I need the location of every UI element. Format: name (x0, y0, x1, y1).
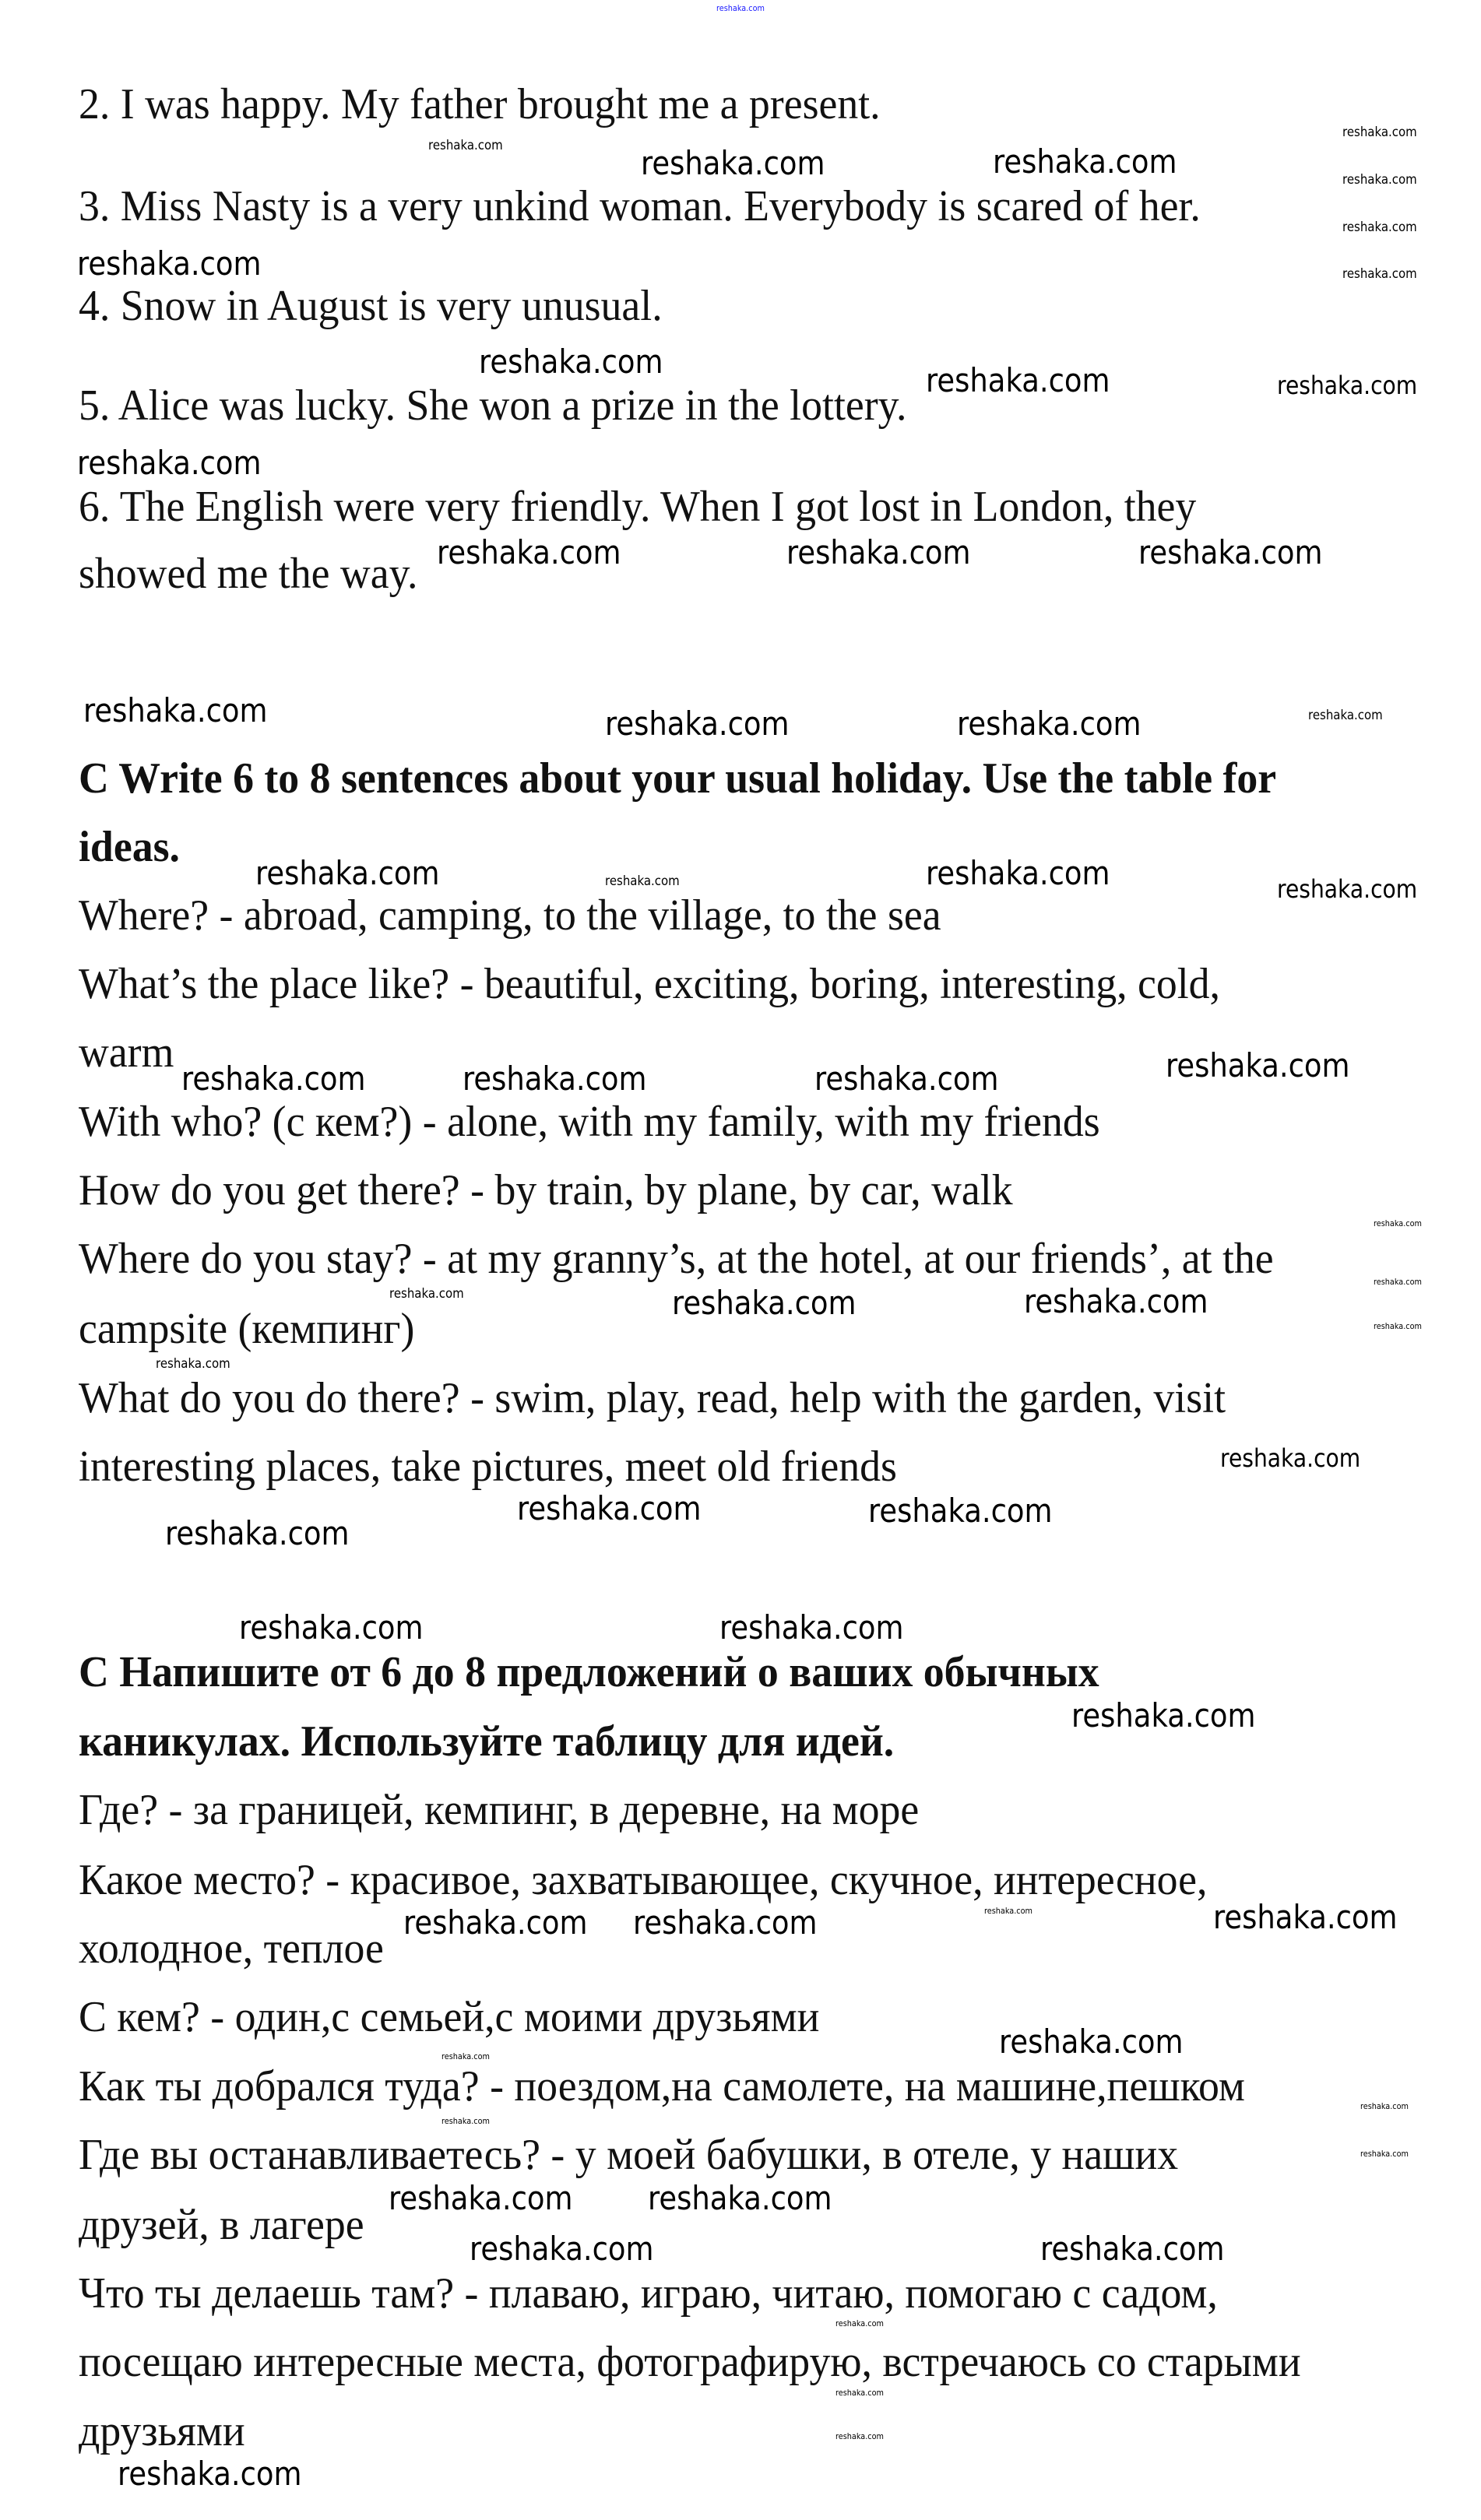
watermark: reshaka.com (1277, 873, 1418, 904)
watermark: reshaka.com (255, 853, 440, 892)
table-line: Что ты делаешь там? - плаваю, играю, читаю, помогаю с садом, (79, 2269, 1218, 2318)
watermark: reshaka.com (672, 1283, 857, 1322)
table-line: друзей, в лагере (79, 2201, 364, 2249)
watermark: reshaka.com (835, 2318, 885, 2329)
watermark: reshaka.com (647, 2178, 832, 2217)
table-line: Какое место? - красивое, захватывающее, скучное, интересное, (79, 1856, 1208, 1904)
watermark: reshaka.com (155, 1356, 230, 1372)
table-line: холодное, теплое (79, 1924, 384, 1973)
watermark: reshaka.com (428, 137, 503, 153)
watermark: reshaka.com (441, 2051, 490, 2061)
table-line: Where? - abroad, camping, to the village, to the sea (79, 891, 941, 940)
watermark: reshaka.com (992, 142, 1177, 181)
sentence: 4. Snow in August is very unusual. (79, 282, 663, 330)
watermark: reshaka.com (999, 2023, 1184, 2061)
watermark: reshaka.com (1308, 708, 1383, 724)
watermark: reshaka.com (1071, 1696, 1256, 1734)
watermark: reshaka.com (1342, 219, 1417, 235)
watermark: reshaka.com (605, 705, 790, 743)
watermark: reshaka.com (835, 2388, 885, 2399)
exercise-heading: каникулах. Используйте таблицу для идей. (79, 1717, 895, 1766)
watermark: reshaka.com (479, 343, 663, 381)
table-line: Где вы останавливаетесь? - у моей бабушки, в отеле, у наших (79, 2131, 1179, 2179)
watermark: reshaka.com (1219, 1443, 1360, 1473)
watermark: reshaka.com (118, 2455, 302, 2494)
table-line: interesting places, take pictures, meet old friends (79, 1443, 897, 1491)
watermark: reshaka.com (83, 691, 268, 730)
sentence: 3. Miss Nasty is a very unkind woman. Everybody is scared of her. (79, 182, 1201, 230)
sentence: showed me the way. (79, 550, 418, 598)
watermark: reshaka.com (469, 2230, 654, 2269)
table-line: друзьями (79, 2407, 245, 2455)
watermark: reshaka.com (835, 2430, 885, 2441)
watermark: reshaka.com (389, 1286, 464, 1302)
watermark: reshaka.com (389, 2178, 573, 2217)
table-line: What do you do there? - swim, play, read, help with the garden, visit (79, 1374, 1226, 1422)
watermark: reshaka.com (1166, 1046, 1350, 1085)
watermark: reshaka.com (1374, 1277, 1422, 1288)
watermark: reshaka.com (632, 1903, 818, 1942)
table-line: campsite (кемпинг) (79, 1305, 415, 1353)
watermark: reshaka.com (1360, 2148, 1409, 2159)
table-line: warm (79, 1028, 174, 1077)
table-line: How do you get there? - by train, by plane, by car, walk (79, 1166, 1013, 1214)
watermark: reshaka.com (956, 705, 1142, 743)
watermark: reshaka.com (1138, 532, 1323, 571)
exercise-heading: C Write 6 to 8 sentences about your usual holiday. Use the table for (79, 754, 1277, 803)
table-line: Where do you stay? - at my granny’s, at the hotel, at our friends’, at the (79, 1235, 1274, 1283)
watermark: reshaka.com (925, 853, 1110, 892)
watermark: reshaka.com (516, 1489, 702, 1528)
watermark: reshaka.com (463, 1059, 647, 1098)
watermark: reshaka.com (1374, 1321, 1422, 1332)
watermark: reshaka.com (441, 2115, 490, 2126)
table-line: С кем? - один,с семьей,с моими друзьями (79, 1993, 820, 2041)
watermark: reshaka.com (925, 361, 1110, 400)
watermark: reshaka.com (984, 1906, 1033, 1917)
watermark: reshaka.com (868, 1491, 1053, 1530)
watermark: reshaka.com (1213, 1898, 1398, 1937)
watermark: reshaka.com (238, 1608, 424, 1647)
watermark: reshaka.com (814, 1059, 999, 1098)
sentence: 2. I was happy. My father brought me a present. (79, 80, 881, 128)
table-line: посещаю интересные места, фотографирую, встречаюсь со старыми (79, 2338, 1301, 2386)
watermark: reshaka.com (786, 532, 971, 571)
exercise-heading: С Напишите от 6 до 8 предложений о ваших обычных (79, 1648, 1099, 1696)
watermark: reshaka.com (1342, 171, 1417, 188)
watermark: reshaka.com (605, 873, 680, 889)
watermark: reshaka.com (165, 1513, 350, 1552)
watermark: reshaka.com (719, 1608, 904, 1647)
watermark: reshaka.com (1360, 2100, 1409, 2111)
watermark: reshaka.com (1040, 2230, 1225, 2269)
watermark: reshaka.com (1023, 1282, 1208, 1321)
watermark: reshaka.com (1342, 124, 1417, 140)
watermark: reshaka.com (1277, 371, 1418, 400)
watermark: reshaka.com (403, 1903, 588, 1942)
watermark: reshaka.com (716, 3, 765, 14)
table-line: Как ты добрался туда? - поездом,на самолете, на машине,пешком (79, 2062, 1245, 2111)
sentence: 5. Alice was lucky. She won a prize in the lottery. (79, 381, 907, 430)
watermark: reshaka.com (436, 532, 621, 571)
watermark: reshaka.com (76, 443, 262, 482)
table-line: Где? - за границей, кемпинг, в деревне, на море (79, 1786, 920, 1834)
watermark: reshaka.com (181, 1059, 366, 1098)
watermark: reshaka.com (1374, 1218, 1422, 1228)
watermark: reshaka.com (641, 143, 825, 182)
sentence: 6. The English were very friendly. When I got lost in London, they (79, 483, 1197, 531)
watermark: reshaka.com (1342, 266, 1417, 283)
table-line: With who? (с кем?) - alone, with my family, with my friends (79, 1098, 1100, 1146)
table-line: What’s the place like? - beautiful, exciting, boring, interesting, cold, (79, 960, 1220, 1008)
exercise-heading: ideas. (79, 823, 180, 871)
watermark: reshaka.com (76, 244, 262, 283)
